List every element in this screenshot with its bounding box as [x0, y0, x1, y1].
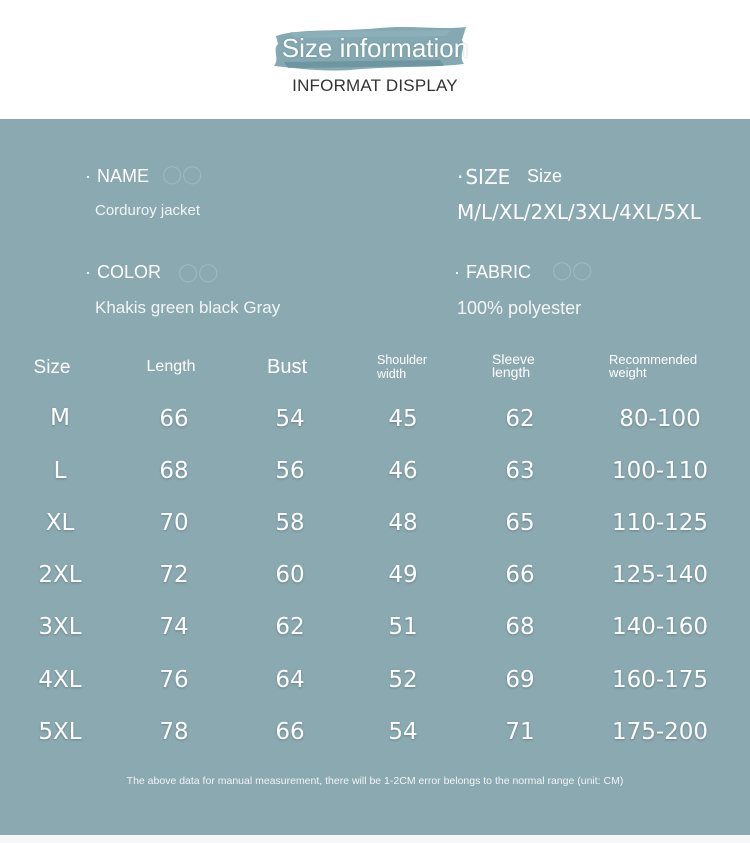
cell-size: L — [53, 458, 67, 484]
bullet: · — [454, 262, 460, 282]
size-value: M/L/XL/2XL/3XL/4XL/5XL — [457, 200, 701, 224]
header-recommended-weight — [609, 353, 719, 379]
measurement-note: The above data for manual measurement, there will be 1-2CM error belongs to the normal range (unit: CM) — [126, 775, 624, 787]
cell-shoulder: 51 — [388, 614, 418, 640]
header-bust: Bust — [266, 356, 308, 378]
cell-bust: 58 — [275, 510, 305, 536]
cell-sleeve: 71 — [505, 719, 535, 745]
cell-sleeve: 65 — [505, 510, 535, 536]
cell-weight: 100-110 — [611, 458, 709, 484]
color-value: Khakis green black Gray — [95, 298, 281, 317]
bottom-strip — [0, 835, 750, 843]
cell-shoulder: 48 — [388, 510, 418, 536]
cell-sleeve: 62 — [505, 406, 535, 432]
cell-size: 5XL — [38, 719, 82, 745]
header-shoulder-width — [377, 353, 447, 381]
cell-length: 70 — [159, 510, 189, 536]
size-label-text: SIZE — [465, 165, 511, 189]
cell-bust: 54 — [275, 406, 305, 432]
fabric-value: 100% polyester — [457, 298, 582, 318]
cell-weight: 125-140 — [611, 562, 709, 588]
cell-length: 66 — [159, 406, 189, 432]
cell-bust: 60 — [275, 562, 305, 588]
faint-watermark-glyph: ◯◯ — [178, 262, 219, 282]
color-label-text: COLOR — [97, 262, 162, 282]
name-label — [85, 166, 149, 187]
bullet: · — [85, 262, 91, 282]
faint-watermark-glyph: ◯◯ — [162, 164, 203, 184]
cell-length: 78 — [159, 719, 189, 745]
cell-weight: 160-175 — [611, 667, 709, 693]
cell-length: 74 — [159, 614, 189, 640]
header-weight-line2: weight — [609, 365, 647, 380]
cell-size: 3XL — [38, 614, 82, 640]
header-sleeve-line2: length — [492, 364, 531, 380]
name-value: Corduroy jacket — [95, 202, 201, 219]
header-sleeve-length — [492, 353, 562, 379]
cell-size: 2XL — [38, 562, 82, 588]
cell-bust: 64 — [275, 667, 305, 693]
name-label-text: NAME — [97, 166, 150, 186]
cell-length: 76 — [159, 667, 189, 693]
fabric-label — [454, 262, 531, 283]
header-length: Length — [146, 358, 196, 375]
color-label — [85, 262, 161, 283]
cell-sleeve: 69 — [505, 667, 535, 693]
cell-size: M — [50, 405, 70, 431]
cell-weight: 80-100 — [619, 406, 701, 432]
cell-bust: 66 — [275, 719, 305, 745]
cell-shoulder: 46 — [388, 458, 418, 484]
cell-sleeve: 66 — [505, 562, 535, 588]
header-shoulder-line1: Shoulder — [377, 353, 428, 367]
fabric-label-text: FABRIC — [466, 262, 532, 282]
cell-shoulder: 49 — [388, 562, 418, 588]
header — [0, 0, 750, 119]
cell-sleeve: 63 — [505, 458, 535, 484]
bullet: · — [457, 165, 464, 189]
header-sleeve-line1: Sleeve — [492, 351, 535, 367]
cell-weight: 110-125 — [611, 510, 709, 536]
faint-watermark-glyph: ◯◯ — [552, 260, 593, 280]
cell-size: XL — [45, 510, 75, 536]
cell-shoulder: 45 — [388, 406, 418, 432]
page-title: Size information — [281, 33, 469, 63]
size-word: Size — [527, 166, 563, 186]
header-size: Size — [33, 357, 71, 378]
size-label — [457, 165, 510, 189]
cell-weight: 175-200 — [611, 719, 709, 745]
header-shoulder-line2: width — [377, 367, 407, 381]
cell-length: 72 — [159, 562, 189, 588]
cell-sleeve: 68 — [505, 614, 535, 640]
bullet: · — [85, 166, 91, 186]
cell-weight: 140-160 — [611, 614, 709, 640]
cell-shoulder: 52 — [388, 667, 418, 693]
cell-bust: 56 — [275, 458, 305, 484]
cell-size: 4XL — [38, 667, 82, 693]
page-subtitle: INFORMAT DISPLAY — [292, 76, 458, 95]
header-weight-line1: Recommended — [609, 352, 698, 367]
cell-shoulder: 54 — [388, 719, 418, 745]
cell-length: 68 — [159, 458, 189, 484]
cell-bust: 62 — [275, 614, 305, 640]
